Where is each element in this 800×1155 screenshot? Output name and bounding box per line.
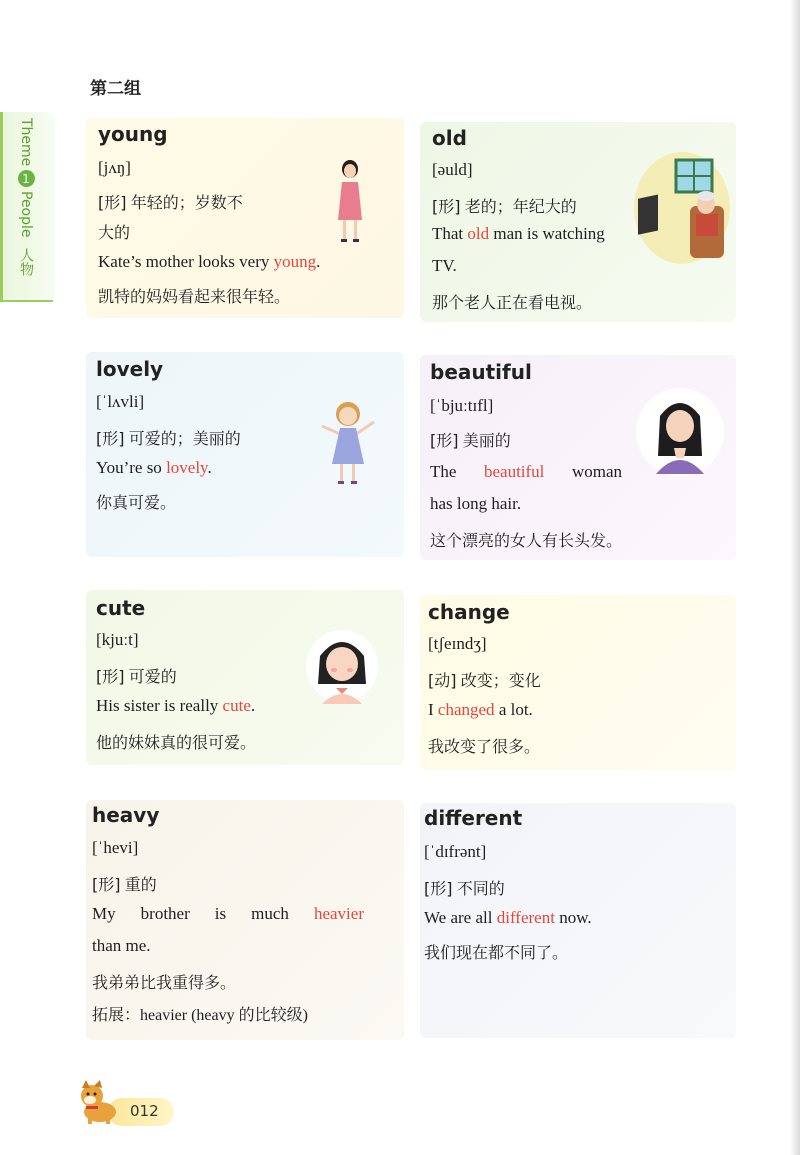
entry-word: heavy — [92, 803, 160, 827]
entry-word: old — [432, 126, 467, 150]
theme-side-tab — [0, 112, 58, 302]
theme-chinese: 人物 — [18, 247, 34, 276]
lovely-girl-illustration — [318, 398, 378, 490]
entry-meaning: [动] 改变；变化 — [428, 671, 541, 690]
entry-example: His sister is really cute. — [96, 696, 256, 715]
entry-meaning: [形] 可爱的 — [96, 667, 177, 686]
group-title: 第二组 — [90, 79, 141, 99]
entry-translation: 我弟弟比我重得多。 — [92, 973, 237, 992]
entry-word: lovely — [96, 357, 164, 381]
entry-meaning-cont: 大的 — [98, 223, 131, 242]
entry-translation: 凯特的妈妈看起来很年轻。 — [98, 287, 291, 306]
entry-example: My brother is much heavier — [92, 904, 364, 923]
entry-translation: 这个漂亮的女人有长头发。 — [430, 531, 623, 550]
entry-translation: 我们现在都不同了。 — [424, 943, 569, 962]
beautiful-woman-illustration — [636, 386, 724, 478]
entry-example: That old man is watching — [432, 224, 605, 243]
entry-meaning: [形] 年轻的；岁数不 — [98, 193, 243, 212]
theme-number-badge: 1 — [18, 170, 35, 187]
entry-phonetic: [ˈbjuːtɪfl] — [430, 396, 494, 415]
entry-phonetic: [ˈdɪfrənt] — [424, 842, 487, 861]
theme-english: People — [18, 191, 34, 238]
entry-example: The beautiful woman — [430, 462, 622, 481]
entry-example: I changed a lot. — [428, 700, 533, 719]
entry-meaning: [形] 可爱的；美丽的 — [96, 429, 241, 448]
entry-example: We are all different now. — [424, 908, 592, 927]
entry-example-cont: than me. — [92, 936, 151, 955]
old-man-tv-illustration — [632, 150, 732, 266]
entry-word: young — [98, 122, 168, 146]
entry-meaning: [形] 老的；年纪大的 — [432, 197, 577, 216]
entry-phonetic: [tʃeɪndʒ] — [428, 634, 487, 653]
dog-mascot-icon — [74, 1080, 124, 1126]
page-number: 012 — [130, 1102, 159, 1120]
entry-phonetic: [əuld] — [432, 160, 473, 179]
entry-meaning: [形] 美丽的 — [430, 431, 511, 450]
entry-example-cont: TV. — [432, 256, 457, 275]
page-edge-shadow — [790, 0, 800, 1155]
entry-phonetic: [ˈhevi] — [92, 838, 139, 857]
entry-extension: 拓展：heavier (heavy 的比较级) — [92, 1007, 308, 1024]
entry-meaning: [形] 不同的 — [424, 879, 505, 898]
theme-label: Theme — [18, 118, 34, 167]
entry-example: You’re so lovely. — [96, 458, 212, 477]
entry-phonetic: [ˈlʌvli] — [96, 392, 145, 411]
entry-word: different — [424, 806, 523, 830]
entry-phonetic: [kjuːt] — [96, 630, 139, 649]
entry-translation: 那个老人正在看电视。 — [432, 293, 593, 312]
entry-example-cont: has long hair. — [430, 494, 522, 513]
entry-phonetic: [jʌŋ] — [98, 158, 131, 177]
entry-translation: 你真可爱。 — [96, 493, 177, 512]
entry-word: change — [428, 600, 510, 624]
entry-example: Kate’s mother looks very young. — [98, 252, 321, 271]
entry-translation: 他的妹妹真的很可爱。 — [96, 733, 257, 752]
young-woman-illustration — [328, 158, 372, 244]
entry-word: cute — [96, 596, 146, 620]
entry-meaning: [形] 重的 — [92, 875, 157, 894]
cute-girl-illustration — [306, 626, 378, 706]
entry-word: beautiful — [430, 360, 532, 384]
entry-translation: 我改变了很多。 — [428, 737, 541, 756]
